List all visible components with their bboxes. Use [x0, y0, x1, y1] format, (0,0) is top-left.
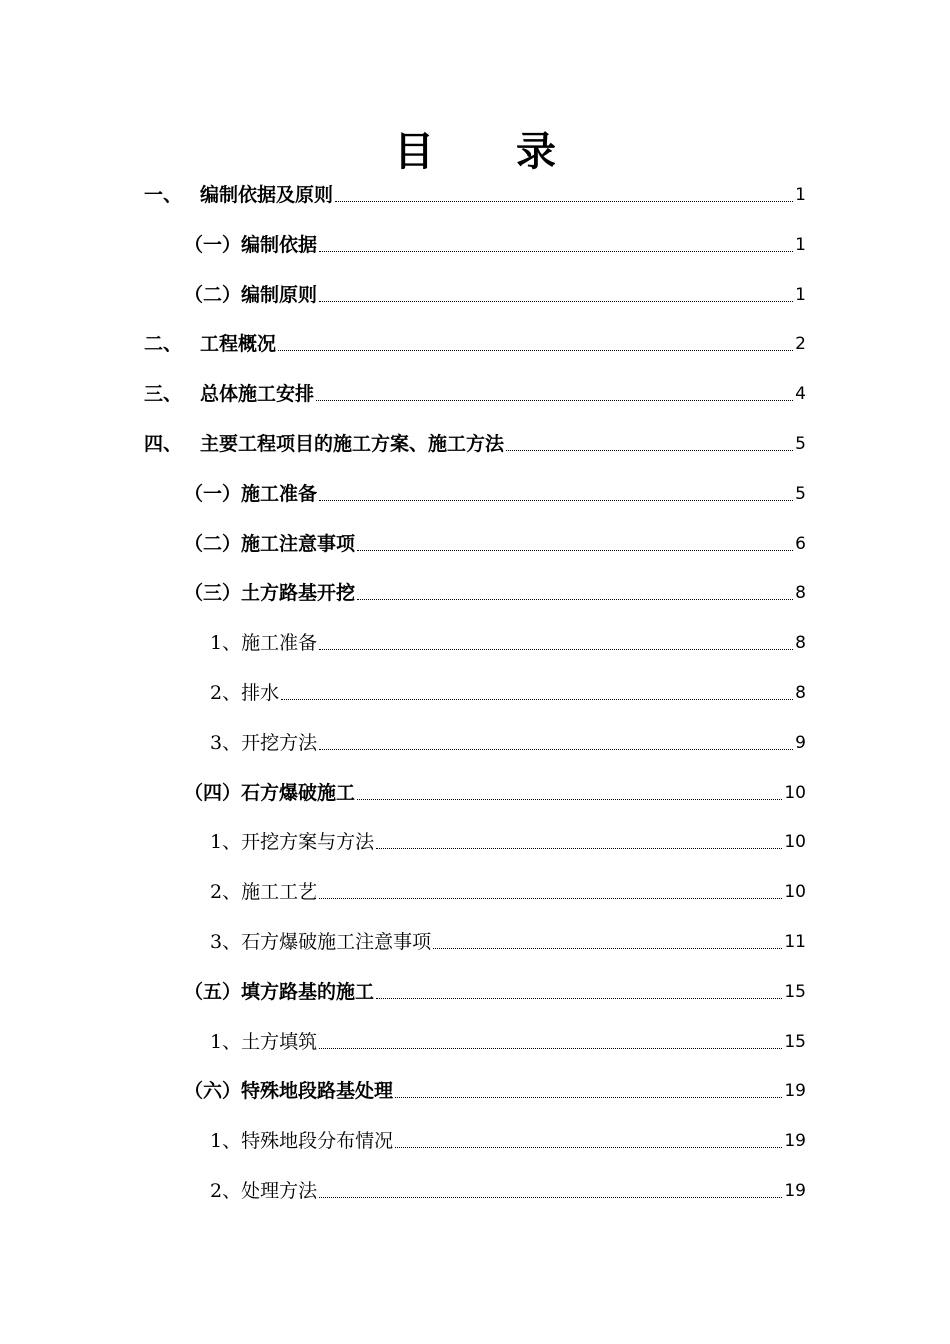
toc-entry-number: （五）	[184, 980, 242, 1003]
toc-entry-page-number: 1	[795, 234, 806, 255]
toc-entry[interactable]	[210, 923, 806, 953]
toc-entry-label: 编制依据	[241, 233, 318, 256]
toc-entry-number: （六）	[184, 1080, 242, 1103]
toc-dot-leader	[319, 1196, 782, 1198]
toc-entry-number: 1、	[210, 632, 242, 655]
toc-entry[interactable]	[210, 1172, 806, 1202]
toc-entry-page-number: 1	[795, 284, 806, 305]
toc-entry-number: （二）	[184, 283, 242, 306]
toc-entry-page-number: 5	[795, 483, 806, 504]
toc-entry[interactable]	[210, 1122, 806, 1152]
toc-entry-number: 1、	[210, 1130, 242, 1153]
toc-entry-page-number: 15	[784, 981, 806, 1002]
toc-dot-leader	[319, 300, 793, 302]
toc-entry-label: 石方爆破施工	[241, 781, 356, 804]
toc-dot-leader	[319, 499, 793, 501]
toc-entry[interactable]	[184, 973, 806, 1003]
toc-entry-page-number: 4	[795, 384, 806, 405]
toc-entry-label: 施工准备	[241, 482, 318, 505]
toc-dot-leader	[319, 748, 793, 750]
toc-entry-label: 土方填筑	[241, 1030, 318, 1053]
toc-entry-number: 2、	[210, 682, 242, 704]
toc-entry[interactable]	[184, 525, 806, 555]
toc-entry[interactable]	[184, 226, 806, 256]
toc-entry-number: 2、	[210, 1180, 242, 1202]
toc-dot-leader	[319, 897, 782, 899]
toc-dot-leader	[316, 399, 793, 401]
toc-entry-number: 1、	[210, 1030, 242, 1053]
toc-entry[interactable]	[184, 1072, 806, 1102]
toc-dot-leader	[319, 1047, 782, 1049]
toc-entry-number: 二、	[144, 333, 183, 356]
toc-entry[interactable]	[184, 774, 806, 804]
toc-dot-leader	[506, 449, 793, 451]
toc-entry[interactable]	[184, 574, 806, 604]
toc-entry[interactable]	[210, 823, 806, 853]
toc-entry-page-number: 8	[795, 683, 806, 703]
toc-entry-number: 一、	[144, 184, 183, 206]
toc-entry[interactable]	[210, 724, 806, 754]
toc-entry-page-number: 15	[784, 1031, 806, 1052]
toc-entry-page-number: 8	[795, 633, 806, 654]
toc-entry-number: 三、	[144, 383, 183, 406]
toc-dot-leader	[376, 847, 782, 849]
toc-entry-number: 四、	[144, 433, 183, 455]
toc-entry-number: （一）	[184, 482, 242, 505]
toc-dot-leader	[281, 698, 793, 700]
toc-dot-leader	[319, 250, 793, 252]
toc-entry-label: 编制依据及原则	[200, 184, 334, 206]
toc-entry-page-number: 10	[784, 832, 806, 853]
toc-entry-number: 2、	[210, 881, 242, 904]
toc-entry-number: 3、	[210, 731, 242, 754]
toc-entry[interactable]	[184, 276, 806, 306]
toc-entry-page-number: 10	[784, 882, 806, 903]
toc-entry-label: 施工注意事项	[241, 532, 356, 555]
toc-dot-leader	[357, 798, 782, 800]
toc-entry-page-number: 6	[795, 533, 806, 554]
toc-entry[interactable]	[210, 674, 806, 704]
toc-entry-number: （三）	[184, 582, 242, 605]
toc-entry-page-number: 1	[795, 185, 806, 205]
toc-entry-number: （四）	[184, 781, 242, 804]
toc-entry[interactable]	[144, 375, 806, 405]
toc-entry-page-number: 2	[795, 334, 806, 355]
toc-title: 目 录	[394, 128, 590, 175]
toc-dot-leader	[357, 598, 793, 600]
toc-entry[interactable]	[144, 425, 806, 455]
toc-entry[interactable]	[210, 624, 806, 654]
toc-entry[interactable]	[184, 475, 806, 505]
toc-entry-label: 特殊地段分布情况	[241, 1130, 394, 1153]
toc-entry-label: 填方路基的施工	[241, 980, 375, 1003]
toc-entry-number: （二）	[184, 532, 242, 555]
toc-entry-page-number: 11	[784, 932, 806, 952]
toc-entry-label: 开挖方法	[241, 731, 318, 754]
toc-entry-label: 编制原则	[241, 283, 318, 306]
toc-dot-leader	[278, 349, 793, 351]
toc-entry-number: 1、	[210, 831, 242, 854]
toc-entry-label: 施工准备	[241, 632, 318, 655]
toc-entry-number: 3、	[210, 931, 242, 953]
toc-entry[interactable]	[144, 176, 806, 206]
toc-dot-leader	[395, 1146, 782, 1148]
toc-entry-page-number: 9	[795, 732, 806, 753]
toc-entry-page-number: 19	[784, 1081, 806, 1102]
toc-entry-label: 工程概况	[200, 333, 277, 356]
toc-dot-leader	[395, 1096, 782, 1098]
toc-entry-label: 总体施工安排	[200, 383, 315, 406]
toc-entry-label: 施工工艺	[241, 881, 318, 904]
toc-entry-page-number: 19	[784, 1131, 806, 1152]
toc-entry-label: 处理方法	[241, 1180, 318, 1202]
toc-entry-page-number: 5	[795, 434, 806, 454]
toc-entry-label: 排水	[241, 682, 280, 704]
toc-dot-leader	[335, 200, 793, 202]
toc-dot-leader	[376, 997, 782, 999]
toc-entry-page-number: 19	[784, 1181, 806, 1201]
toc-entry-page-number: 10	[784, 782, 806, 803]
toc-dot-leader	[357, 549, 793, 551]
toc-entry-number: （一）	[184, 233, 242, 256]
toc-entry-label: 主要工程项目的施工方案、施工方法	[200, 433, 505, 455]
toc-entry-label: 特殊地段路基处理	[241, 1080, 394, 1103]
toc-entry-page-number: 8	[795, 583, 806, 604]
toc-entry[interactable]	[144, 325, 806, 355]
toc-dot-leader	[433, 947, 782, 949]
toc-entry-label: 开挖方案与方法	[241, 831, 375, 854]
toc-entry[interactable]	[210, 873, 806, 903]
toc-dot-leader	[319, 648, 793, 650]
toc-entry-label: 石方爆破施工注意事项	[241, 931, 432, 953]
toc-entry[interactable]	[210, 1023, 806, 1053]
toc-entry-label: 土方路基开挖	[241, 582, 356, 605]
